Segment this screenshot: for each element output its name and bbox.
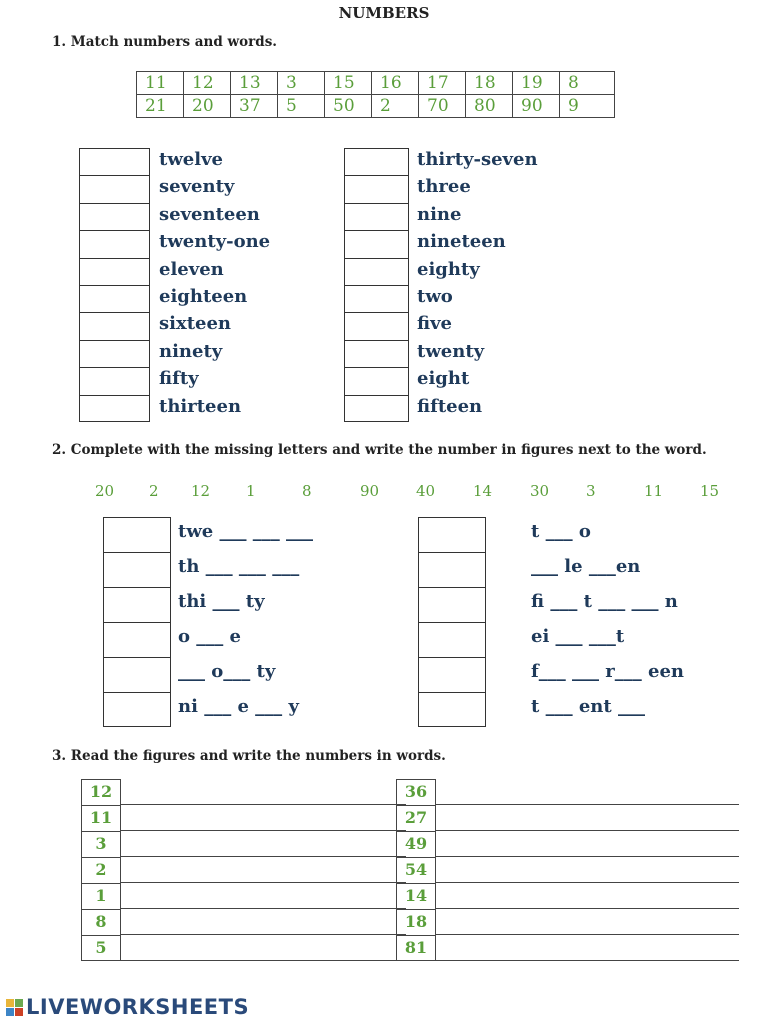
figure-cell: 49 (396, 831, 436, 857)
number-word: eleven (159, 258, 224, 280)
answer-box[interactable] (344, 395, 409, 422)
number-word: fifty (159, 368, 199, 390)
answer-line[interactable] (121, 934, 406, 935)
number-table-row (137, 72, 615, 95)
answer-box[interactable] (79, 395, 150, 422)
figure-cell: 5 (81, 935, 121, 961)
answer-line[interactable] (121, 830, 406, 831)
figure-cell: 54 (396, 857, 436, 883)
answer-box[interactable] (79, 312, 150, 339)
answer-box[interactable] (79, 285, 150, 312)
answer-box[interactable] (79, 148, 150, 175)
figure-box[interactable] (103, 692, 171, 727)
number-cell: 70 (419, 95, 466, 118)
number-word: nineteen (417, 231, 506, 253)
number-word: thirty-seven (417, 149, 538, 170)
partial-word: twe ___ ___ ___ (178, 521, 314, 542)
partial-word: fi ___ t ___ ___ n (531, 591, 678, 612)
partial-word: th ___ ___ ___ (178, 556, 300, 577)
number-word: eighty (417, 258, 480, 280)
partial-word: thi ___ ty (178, 591, 265, 612)
figure-box[interactable] (418, 587, 486, 622)
clue-number: 15 (700, 482, 720, 500)
clue-number: 8 (302, 482, 312, 500)
figure-cell: 8 (81, 909, 121, 935)
clue-number: 3 (586, 482, 596, 500)
answer-box[interactable] (344, 258, 409, 285)
logo-mark-icon (6, 999, 23, 1016)
number-cell: 20 (184, 95, 231, 118)
figure-cell: 27 (396, 805, 436, 831)
partial-word: ___ le ___en (531, 556, 641, 577)
number-word: seventeen (159, 203, 260, 225)
answer-line[interactable] (121, 960, 406, 961)
answer-box[interactable] (79, 175, 150, 202)
number-cell: 12 (184, 72, 231, 95)
number-table-row (137, 95, 615, 118)
partial-word: t ___ o (531, 521, 591, 542)
number-cell: 13 (231, 72, 278, 95)
answer-box[interactable] (344, 312, 409, 339)
clue-number: 30 (530, 482, 550, 500)
page-title: NUMBERS (338, 4, 430, 22)
answer-box[interactable] (344, 367, 409, 394)
partial-word: ni ___ e ___ y (178, 696, 299, 717)
answer-line[interactable] (121, 856, 406, 857)
number-cell: 18 (466, 72, 513, 95)
number-word: twenty-one (159, 231, 271, 253)
number-cell: 11 (137, 72, 184, 95)
figure-box[interactable] (103, 587, 171, 622)
clue-number: 20 (95, 482, 115, 500)
number-cell: 37 (231, 95, 278, 118)
partial-word: o ___ e (178, 626, 241, 647)
number-cell: 16 (372, 72, 419, 95)
figure-box[interactable] (418, 692, 486, 727)
clue-number: 14 (473, 482, 493, 500)
answer-line[interactable] (121, 882, 406, 883)
figure-box[interactable] (103, 517, 171, 552)
number-table (136, 71, 615, 118)
number-cell: 15 (325, 72, 372, 95)
answer-line[interactable] (436, 934, 739, 935)
number-word: eighteen (159, 285, 248, 307)
clue-number: 2 (149, 482, 159, 500)
liveworksheets-logo[interactable] (6, 995, 249, 1019)
number-cell: 3 (278, 72, 325, 95)
section3-heading: 3. Read the figures and write the numbers in words. (52, 748, 446, 764)
answer-box[interactable] (344, 230, 409, 257)
number-cell: 8 (560, 72, 615, 95)
clue-number: 40 (416, 482, 436, 500)
partial-word: ei ___ ___t (531, 626, 625, 647)
answer-line[interactable] (436, 882, 739, 883)
clue-number: 11 (644, 482, 664, 500)
figure-cell: 36 (396, 779, 436, 805)
answer-line[interactable] (436, 856, 739, 857)
number-cell: 21 (137, 95, 184, 118)
answer-line[interactable] (121, 804, 406, 805)
figure-cell: 81 (396, 935, 436, 961)
number-word: twelve (159, 149, 224, 170)
number-word: fifteen (417, 395, 483, 417)
partial-word: f___ ___ r___ een (531, 661, 685, 682)
answer-box[interactable] (344, 285, 409, 312)
number-word: thirteen (159, 395, 242, 417)
number-cell: 17 (419, 72, 466, 95)
answer-box[interactable] (79, 230, 150, 257)
number-cell: 50 (325, 95, 372, 118)
figure-box[interactable] (103, 622, 171, 657)
answer-box[interactable] (344, 340, 409, 367)
number-cell: 5 (278, 95, 325, 118)
figure-cell: 14 (396, 883, 436, 909)
number-word: five (417, 313, 452, 335)
answer-line[interactable] (436, 804, 739, 805)
answer-line[interactable] (436, 960, 739, 961)
answer-line[interactable] (436, 908, 739, 909)
section2-heading: 2. Complete with the missing letters and write the number in figures next to the word. (52, 442, 707, 458)
section1-heading: 1. Match numbers and words. (52, 34, 277, 50)
figure-cell: 11 (81, 805, 121, 831)
figure-cell: 3 (81, 831, 121, 857)
figure-cell: 18 (396, 909, 436, 935)
answer-box[interactable] (79, 258, 150, 285)
figure-cell: 2 (81, 857, 121, 883)
number-cell: 9 (560, 95, 615, 118)
answer-box[interactable] (344, 175, 409, 202)
answer-box[interactable] (79, 340, 150, 367)
figure-box[interactable] (418, 622, 486, 657)
number-cell: 19 (513, 72, 560, 95)
number-word: three (417, 176, 471, 198)
figure-box[interactable] (418, 517, 486, 552)
partial-word: t ___ ent ___ (531, 696, 645, 717)
clue-number: 90 (360, 482, 380, 500)
number-word: eight (417, 368, 470, 390)
number-word: two (417, 285, 453, 307)
clue-number: 12 (191, 482, 211, 500)
answer-box[interactable] (344, 148, 409, 175)
number-cell: 80 (466, 95, 513, 118)
number-word: ninety (159, 340, 223, 362)
figure-cell: 12 (81, 779, 121, 805)
answer-box[interactable] (79, 367, 150, 394)
figure-box[interactable] (103, 657, 171, 692)
number-word: nine (417, 203, 462, 225)
number-word: twenty (417, 340, 485, 362)
answer-line[interactable] (121, 908, 406, 909)
partial-word: ___ o___ ty (178, 661, 276, 682)
figure-cell: 1 (81, 883, 121, 909)
figure-box[interactable] (103, 552, 171, 587)
figure-box[interactable] (418, 657, 486, 692)
clue-number: 1 (246, 482, 256, 500)
figure-box[interactable] (418, 552, 486, 587)
number-word: sixteen (159, 313, 232, 335)
answer-line[interactable] (436, 830, 739, 831)
answer-box[interactable] (344, 203, 409, 230)
logo-text: LIVEWORKSHEETS (26, 995, 250, 1019)
number-word: seventy (159, 176, 235, 198)
number-cell: 90 (513, 95, 560, 118)
number-cell: 2 (372, 95, 419, 118)
answer-box[interactable] (79, 203, 150, 230)
